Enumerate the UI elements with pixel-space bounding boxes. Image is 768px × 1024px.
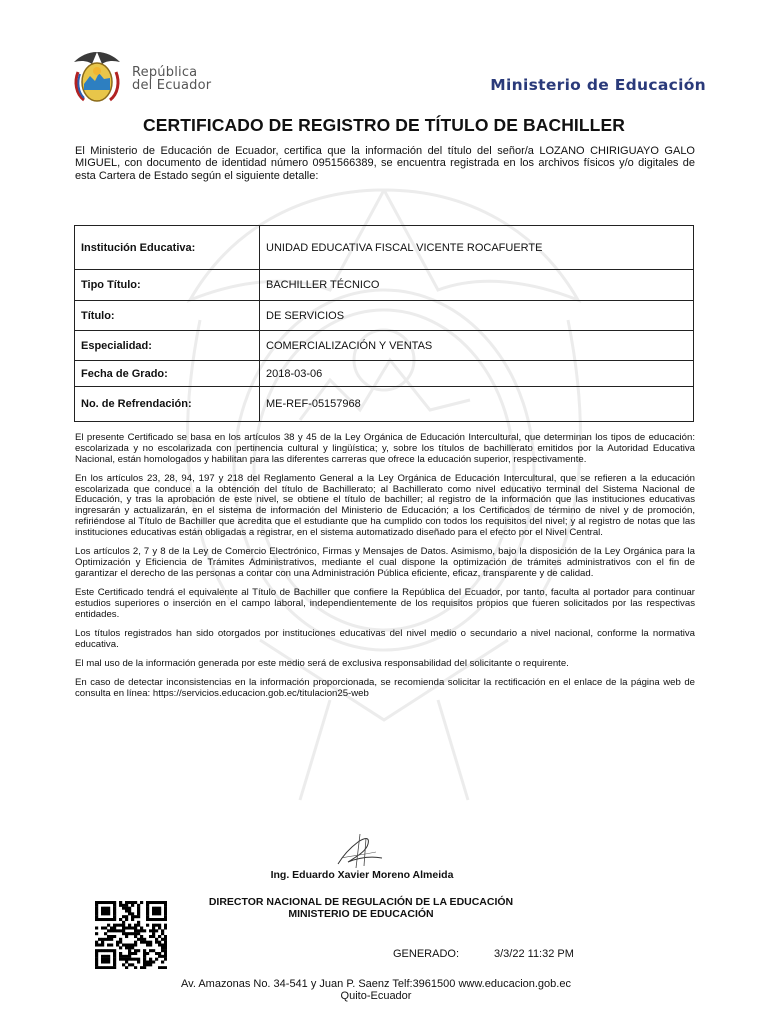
signature-mark <box>330 828 390 874</box>
row-value: BACHILLER TÉCNICO <box>260 270 694 301</box>
legal-paragraph: Los títulos registrados han sido otorgados por instituciones educativas del nivel medio o secundario a nivel nacional, conforme la normativa educativa. <box>75 627 695 650</box>
row-value: DE SERVICIOS <box>260 301 694 331</box>
row-label: Institución Educativa: <box>75 226 260 270</box>
legal-paragraph: Este Certificado tendrá el equivalente al Título de Bachiller que confiere la República del Ecuador, por tanto, faculta al portador para continuar estudios superiores o inserción en el campo laboral, independientemente de los requisitos propios que fueren solicitados por las respectivas entidades. <box>75 587 695 620</box>
signer-name: Ing. Eduardo Xavier Moreno Almeida <box>270 869 454 881</box>
republic-name <box>132 66 211 92</box>
table-row <box>75 270 694 301</box>
ministry-name: Ministerio de Educación <box>490 76 706 94</box>
row-value: 2018-03-06 <box>260 361 694 387</box>
row-label: Título: <box>75 301 260 331</box>
row-label: Especialidad: <box>75 331 260 361</box>
republic-line2: del Ecuador <box>132 78 212 93</box>
legal-paragraph: El mal uso de la información generada por este medio será de exclusiva responsabilidad del solicitante o requirente. <box>75 658 569 670</box>
table-row <box>75 226 694 270</box>
footer-address <box>0 978 752 1002</box>
legal-paragraphs <box>75 433 695 708</box>
table-row <box>75 331 694 361</box>
row-label: Tipo Título: <box>75 270 260 301</box>
signer-position-line1: DIRECTOR NACIONAL DE REGULACIÓN DE LA EDUCACIÓN <box>208 896 514 908</box>
legal-paragraph: En los artículos 23, 28, 94, 197 y 218 del Reglamento General a la Ley Orgánica de Educación Intercultural, que se refieren a la educación escolarizada que conduce a la obtención del título de Bachillerato; al Bachillerato como nivel educativo terminal del Sistema Nacional de Educación, y tras la aprobación de este nivel, se obtiene el título de bachiller; al registro de la información que las instituciones educativas ingresarán y actualizarán, en el sistema de información del Ministerio de Educación; a los Certificados de término de nivel y de promoción, refiriéndose al Título de Bachiller que acredita que el estudiante que ha cumplido con todos los requisitos del nivel; y al registro de notas que las instituciones educativas están obligadas a registrar, en el sistema automatizado diseñado para el efecto por el Nivel Central. <box>75 472 695 538</box>
republic-logo <box>66 48 211 110</box>
legal-paragraph: En caso de detectar inconsistencias en la información proporcionada, se recomienda solicitar la rectificación en el enlace de la página web de consulta en línea: https://servicios.educacion.gob.ec/titulacion25-web <box>75 677 695 700</box>
footer-line2: Quito-Ecuador <box>340 990 412 1002</box>
document-header <box>66 48 706 116</box>
row-label: Fecha de Grado: <box>75 361 260 387</box>
republic-line1: República <box>132 65 198 80</box>
document-title: CERTIFICADO DE REGISTRO DE TÍTULO DE BACHILLER <box>143 115 625 135</box>
generated-value: 3/3/22 11:32 PM <box>494 948 574 960</box>
legal-paragraph: El presente Certificado se basa en los artículos 38 y 45 de la Ley Orgánica de Educación Intercultural, que determinan los tipos de educación: escolarizada y no escolarizada con pertinencia cultural y lingüística; y, sobre los títulos de bachillerato emitidos por la Autoridad Educativa Nacional, están homologados y habilitan para las diferentes carreras que ofrece la educación superior, respectivamente. <box>75 432 695 465</box>
row-value: COMERCIALIZACIÓN Y VENTAS <box>260 331 694 361</box>
table-row <box>75 387 694 422</box>
row-value: ME-REF-05157968 <box>260 387 694 422</box>
qr-code <box>95 901 167 969</box>
intro-paragraph: El Ministerio de Educación de Ecuador, certifica que la información del título del señor/a LOZANO CHIRIGUAYO GALO MIGUEL, con documento de identidad número 0951566389, se encuentra registrada en los archivos físicos y/o digitales de esta Cartera de Estado según el siguiente detalle: <box>75 145 695 182</box>
signer-position-line2: MINISTERIO DE EDUCACIÓN <box>288 908 434 920</box>
row-value: UNIDAD EDUCATIVA FISCAL VICENTE ROCAFUERTE <box>260 226 694 270</box>
legal-paragraph: Los artículos 2, 7 y 8 de la Ley de Comercio Electrónico, Firmas y Mensajes de Datos. Asimismo, bajo la disposición de la Ley Orgánica para la Optimización y Eficiencia de Trámites Administrativos, mediante el cual dispone la optimización de trámites administrativos con el fin de garantizar el derecho de las personas a contar con una Administración Pública eficiente, eficaz, transparente y de calidad. <box>75 546 695 579</box>
footer-line1: Av. Amazonas No. 34-541 y Juan P. Saenz Telf:3961500 www.educacion.gob.ec <box>181 978 571 990</box>
coat-of-arms-icon <box>66 48 128 110</box>
generated-label: GENERADO: <box>393 948 460 960</box>
table-row <box>75 301 694 331</box>
table-row <box>75 361 694 387</box>
details-table <box>74 225 694 422</box>
row-label: No. de Refrendación: <box>75 387 260 422</box>
